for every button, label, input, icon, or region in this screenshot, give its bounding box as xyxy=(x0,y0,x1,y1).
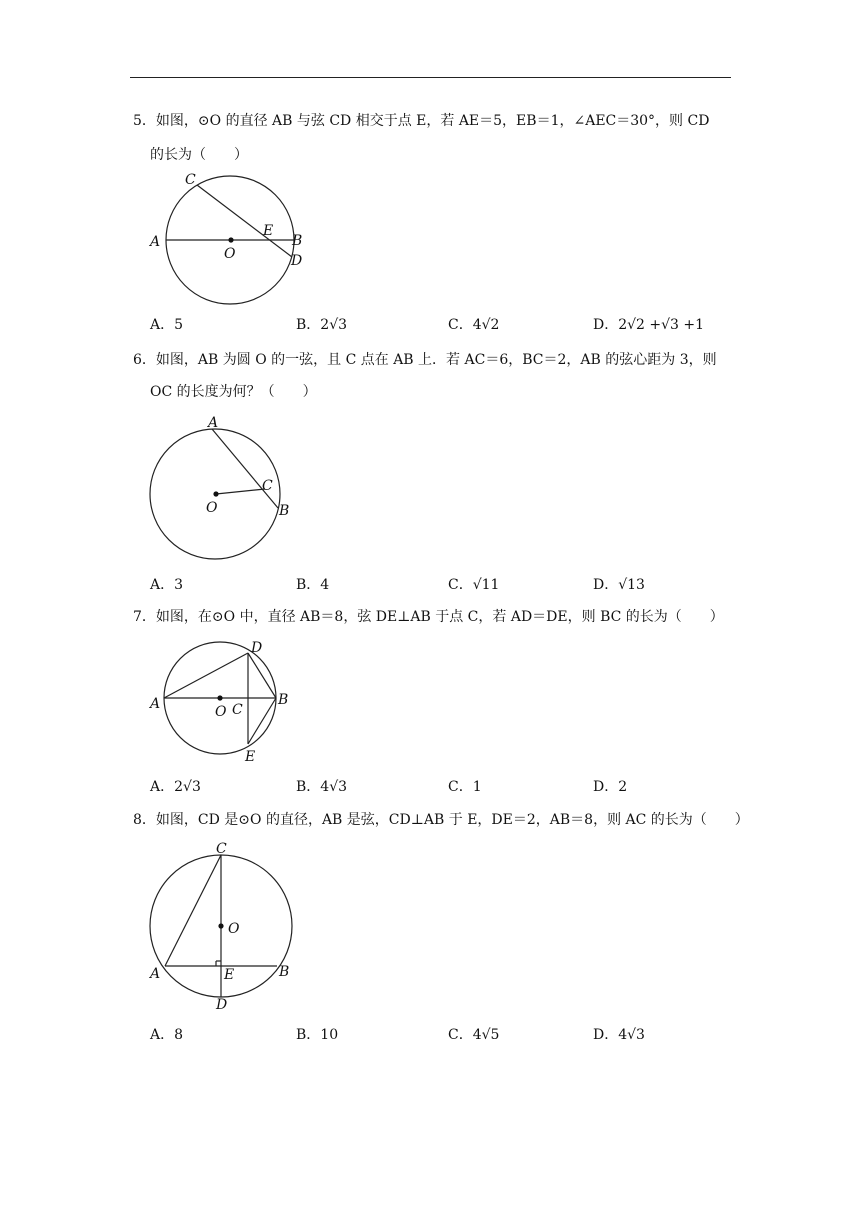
q6-stem-line1: 6．如图，AB 为圆 O 的一弦，且 C 点在 AB 上．若 AC＝6，BC＝2，AB 的弦心距为 3，则 xyxy=(133,352,717,368)
q6-figure xyxy=(140,410,310,570)
q7-label-e: E xyxy=(245,749,256,765)
q6-stem-line2: OC 的长度为何？（ ） xyxy=(150,384,317,400)
q8-label-a: A xyxy=(150,966,161,982)
q6-label-b: B xyxy=(279,503,290,519)
q7-figure xyxy=(140,632,310,772)
q5-label-e: E xyxy=(263,223,274,239)
q7-option-c[interactable]: C．1 xyxy=(448,779,482,795)
q8-option-a[interactable]: A．8 xyxy=(150,1027,184,1043)
q5-option-c[interactable]: C．4√2 xyxy=(448,317,500,333)
q6-label-c: C xyxy=(262,478,273,494)
q5-figure xyxy=(140,170,320,310)
q5-label-o: O xyxy=(224,246,236,262)
q8-label-e: E xyxy=(224,967,235,983)
q5-label-d: D xyxy=(291,253,303,269)
q6-option-d[interactable]: D．√13 xyxy=(593,577,645,593)
q6-option-a[interactable]: A．3 xyxy=(150,577,184,593)
q8-option-d[interactable]: D．4√3 xyxy=(593,1027,645,1043)
q8-label-d: D xyxy=(216,997,228,1013)
q7-option-b[interactable]: B．4√3 xyxy=(296,779,348,795)
q6-option-c[interactable]: C．√11 xyxy=(448,577,500,593)
q5-stem-line2: 的长为（ ） xyxy=(150,147,248,163)
q8-option-b[interactable]: B．10 xyxy=(296,1027,339,1043)
q8-stem-line1: 8．如图，CD 是⊙O 的直径，AB 是弦，CD⊥AB 于 E，DE＝2，AB＝8，则 AC 的长为（ ） xyxy=(133,812,749,828)
q8-figure xyxy=(140,836,320,1016)
q7-label-d: D xyxy=(251,640,263,656)
q7-label-c: C xyxy=(232,702,243,718)
q6-option-b[interactable]: B．4 xyxy=(296,577,330,593)
q6-label-a: A xyxy=(208,415,219,431)
q7-option-d[interactable]: D．2 xyxy=(593,779,628,795)
q5-label-a: A xyxy=(150,234,161,250)
q6-label-o: O xyxy=(206,500,218,516)
q8-label-o: O xyxy=(228,921,240,937)
q8-label-c: C xyxy=(216,841,227,857)
q5-label-b: B xyxy=(292,233,303,249)
q7-label-b: B xyxy=(278,692,289,708)
q5-option-a[interactable]: A．5 xyxy=(150,317,184,333)
q7-option-a[interactable]: A．2√3 xyxy=(150,779,201,795)
header-rule xyxy=(130,77,731,78)
q5-option-b[interactable]: B．2√3 xyxy=(296,317,348,333)
q8-label-b: B xyxy=(279,964,290,980)
q8-option-c[interactable]: C．4√5 xyxy=(448,1027,500,1043)
q7-stem-line1: 7．如图，在⊙O 中，直径 AB＝8，弦 DE⊥AB 于点 C，若 AD＝DE，则 BC 的长为（ ） xyxy=(133,609,724,625)
q5-option-d[interactable]: D．2√2 +√3 +1 xyxy=(593,317,705,333)
q7-label-a: A xyxy=(150,696,161,712)
q5-stem-line1: 5．如图，⊙O 的直径 AB 与弦 CD 相交于点 E，若 AE＝5，EB＝1，∠AEC＝30°，则 CD xyxy=(133,113,710,129)
q5-label-c: C xyxy=(185,172,196,188)
q7-label-o: O xyxy=(215,704,227,720)
